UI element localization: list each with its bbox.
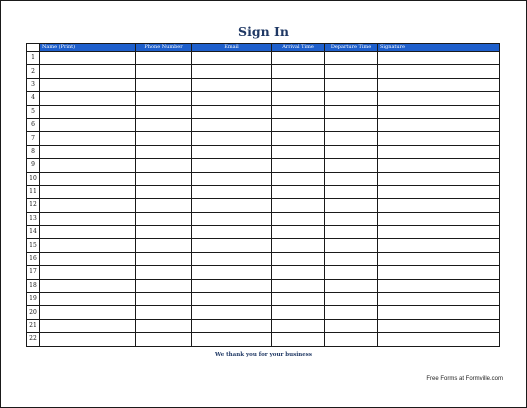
departure-cell[interactable]: [325, 65, 378, 78]
name-cell[interactable]: [40, 279, 136, 292]
email-cell[interactable]: [192, 306, 272, 319]
departure-cell[interactable]: [325, 159, 378, 172]
arrival-cell[interactable]: [272, 306, 325, 319]
arrival-cell[interactable]: [272, 266, 325, 279]
table-row: [27, 132, 500, 145]
phone-cell[interactable]: [136, 239, 192, 252]
table-row: [27, 118, 500, 131]
table-row: [27, 92, 500, 105]
arrival-cell[interactable]: [272, 132, 325, 145]
row-number: 5: [27, 105, 40, 118]
departure-cell[interactable]: [325, 266, 378, 279]
row-number: 1: [27, 52, 40, 65]
departure-cell[interactable]: [325, 239, 378, 252]
email-cell[interactable]: [192, 78, 272, 91]
phone-cell[interactable]: [136, 65, 192, 78]
email-cell[interactable]: [192, 172, 272, 185]
departure-cell[interactable]: [325, 78, 378, 91]
sign-in-table: [26, 43, 500, 347]
email-cell[interactable]: [192, 132, 272, 145]
phone-cell[interactable]: [136, 172, 192, 185]
arrival-cell[interactable]: [272, 199, 325, 212]
arrival-cell[interactable]: [272, 293, 325, 306]
signature-cell[interactable]: [378, 105, 500, 118]
email-cell[interactable]: [192, 266, 272, 279]
name-cell[interactable]: [40, 212, 136, 225]
name-cell[interactable]: [40, 226, 136, 239]
row-number: 17: [27, 266, 40, 279]
name-cell[interactable]: [40, 65, 136, 78]
table-row: [27, 52, 500, 65]
arrival-cell[interactable]: [272, 226, 325, 239]
phone-cell[interactable]: [136, 199, 192, 212]
name-cell[interactable]: [40, 159, 136, 172]
table-row: [27, 252, 500, 265]
name-cell[interactable]: [40, 319, 136, 332]
name-cell[interactable]: [40, 199, 136, 212]
arrival-cell[interactable]: [272, 212, 325, 225]
row-number: 3: [27, 78, 40, 91]
phone-cell[interactable]: [136, 333, 192, 346]
row-number: 21: [27, 319, 40, 332]
departure-cell[interactable]: [325, 52, 378, 65]
signature-cell[interactable]: [378, 132, 500, 145]
signature-cell[interactable]: [378, 199, 500, 212]
email-cell[interactable]: [192, 105, 272, 118]
row-number: 20: [27, 306, 40, 319]
email-cell[interactable]: [192, 226, 272, 239]
table-row: [27, 306, 500, 319]
table-row: [27, 266, 500, 279]
arrival-cell[interactable]: [272, 333, 325, 346]
row-number: 15: [27, 239, 40, 252]
table-row: [27, 239, 500, 252]
name-cell[interactable]: [40, 293, 136, 306]
name-cell[interactable]: [40, 185, 136, 198]
signature-cell[interactable]: [378, 65, 500, 78]
arrival-cell[interactable]: [272, 279, 325, 292]
name-cell[interactable]: [40, 239, 136, 252]
email-cell[interactable]: [192, 252, 272, 265]
signature-cell[interactable]: [378, 306, 500, 319]
signature-cell[interactable]: [378, 212, 500, 225]
departure-cell[interactable]: [325, 172, 378, 185]
row-number: 19: [27, 293, 40, 306]
row-number: 12: [27, 199, 40, 212]
table-row: [27, 226, 500, 239]
signature-cell[interactable]: [378, 266, 500, 279]
email-cell[interactable]: [192, 239, 272, 252]
row-number: 8: [27, 145, 40, 158]
table-row: [27, 78, 500, 91]
email-cell[interactable]: [192, 333, 272, 346]
name-cell[interactable]: [40, 333, 136, 346]
row-number: 13: [27, 212, 40, 225]
phone-cell[interactable]: [136, 52, 192, 65]
email-cell[interactable]: [192, 185, 272, 198]
row-number: 6: [27, 118, 40, 131]
departure-cell[interactable]: [325, 199, 378, 212]
thank-you-note: We thank you for your business: [215, 352, 312, 358]
table-row: [27, 145, 500, 158]
name-cell[interactable]: [40, 145, 136, 158]
arrival-cell[interactable]: [272, 92, 325, 105]
name-cell[interactable]: [40, 118, 136, 131]
signature-cell[interactable]: [378, 52, 500, 65]
departure-cell[interactable]: [325, 306, 378, 319]
table-row: [27, 212, 500, 225]
signature-cell[interactable]: [378, 333, 500, 346]
departure-cell[interactable]: [325, 252, 378, 265]
arrival-cell[interactable]: [272, 172, 325, 185]
row-number: 11: [27, 185, 40, 198]
name-cell[interactable]: [40, 306, 136, 319]
name-cell[interactable]: [40, 105, 136, 118]
arrival-cell[interactable]: [272, 118, 325, 131]
table-row: [27, 293, 500, 306]
column-header-email: Email: [192, 44, 272, 52]
row-number: 14: [27, 226, 40, 239]
signature-cell[interactable]: [378, 252, 500, 265]
arrival-cell[interactable]: [272, 239, 325, 252]
signature-cell[interactable]: [378, 185, 500, 198]
table-row: [27, 185, 500, 198]
name-cell[interactable]: [40, 132, 136, 145]
phone-cell[interactable]: [136, 159, 192, 172]
phone-cell[interactable]: [136, 92, 192, 105]
phone-cell[interactable]: [136, 306, 192, 319]
departure-cell[interactable]: [325, 145, 378, 158]
table-row: [27, 159, 500, 172]
email-cell[interactable]: [192, 159, 272, 172]
row-number: 18: [27, 279, 40, 292]
signature-cell[interactable]: [378, 293, 500, 306]
phone-cell[interactable]: [136, 212, 192, 225]
departure-cell[interactable]: [325, 279, 378, 292]
email-cell[interactable]: [192, 145, 272, 158]
email-cell[interactable]: [192, 118, 272, 131]
signature-cell[interactable]: [378, 172, 500, 185]
table-row: [27, 333, 500, 346]
table-row: [27, 199, 500, 212]
email-cell[interactable]: [192, 65, 272, 78]
email-cell[interactable]: [192, 199, 272, 212]
departure-cell[interactable]: [325, 132, 378, 145]
name-cell[interactable]: [40, 92, 136, 105]
departure-cell[interactable]: [325, 226, 378, 239]
phone-cell[interactable]: [136, 78, 192, 91]
header-row: [27, 44, 500, 52]
signature-cell[interactable]: [378, 319, 500, 332]
signature-cell[interactable]: [378, 78, 500, 91]
column-header-name: Name (Print): [40, 44, 136, 52]
email-cell[interactable]: [192, 279, 272, 292]
email-cell[interactable]: [192, 212, 272, 225]
column-header-signature: Signature: [378, 44, 500, 52]
name-cell[interactable]: [40, 252, 136, 265]
departure-cell[interactable]: [325, 293, 378, 306]
phone-cell[interactable]: [136, 132, 192, 145]
row-number: 2: [27, 65, 40, 78]
phone-cell[interactable]: [136, 293, 192, 306]
departure-cell[interactable]: [325, 185, 378, 198]
column-header-phone: Phone Number: [136, 44, 192, 52]
phone-cell[interactable]: [136, 185, 192, 198]
departure-cell[interactable]: [325, 333, 378, 346]
departure-cell[interactable]: [325, 212, 378, 225]
row-number: 10: [27, 172, 40, 185]
phone-cell[interactable]: [136, 319, 192, 332]
row-number: 22: [27, 333, 40, 346]
phone-cell[interactable]: [136, 145, 192, 158]
phone-cell[interactable]: [136, 266, 192, 279]
row-number-header: [27, 44, 40, 52]
arrival-cell[interactable]: [272, 78, 325, 91]
departure-cell[interactable]: [325, 92, 378, 105]
signature-cell[interactable]: [378, 145, 500, 158]
row-number: 9: [27, 159, 40, 172]
phone-cell[interactable]: [136, 226, 192, 239]
phone-cell[interactable]: [136, 252, 192, 265]
table-row: [27, 279, 500, 292]
arrival-cell[interactable]: [272, 52, 325, 65]
table-row: [27, 65, 500, 78]
row-number: 7: [27, 132, 40, 145]
phone-cell[interactable]: [136, 105, 192, 118]
signature-cell[interactable]: [378, 279, 500, 292]
table-row: [27, 172, 500, 185]
phone-cell[interactable]: [136, 279, 192, 292]
page-title: Sign In: [238, 24, 289, 39]
arrival-cell[interactable]: [272, 252, 325, 265]
email-cell[interactable]: [192, 319, 272, 332]
phone-cell[interactable]: [136, 118, 192, 131]
email-cell[interactable]: [192, 92, 272, 105]
signature-cell[interactable]: [378, 239, 500, 252]
footer-credit: Free Forms at Formville.com: [426, 376, 503, 382]
arrival-cell[interactable]: [272, 159, 325, 172]
signature-cell[interactable]: [378, 92, 500, 105]
table-row: [27, 319, 500, 332]
arrival-cell[interactable]: [272, 319, 325, 332]
departure-cell[interactable]: [325, 105, 378, 118]
signature-cell[interactable]: [378, 226, 500, 239]
column-header-arrival: Arrival Time: [272, 44, 325, 52]
departure-cell[interactable]: [325, 118, 378, 131]
row-number: 4: [27, 92, 40, 105]
row-number: 16: [27, 252, 40, 265]
arrival-cell[interactable]: [272, 105, 325, 118]
name-cell[interactable]: [40, 266, 136, 279]
arrival-cell[interactable]: [272, 65, 325, 78]
signature-cell[interactable]: [378, 118, 500, 131]
arrival-cell[interactable]: [272, 185, 325, 198]
departure-cell[interactable]: [325, 319, 378, 332]
name-cell[interactable]: [40, 172, 136, 185]
table-row: [27, 105, 500, 118]
signature-cell[interactable]: [378, 159, 500, 172]
arrival-cell[interactable]: [272, 145, 325, 158]
email-cell[interactable]: [192, 52, 272, 65]
name-cell[interactable]: [40, 78, 136, 91]
column-header-departure: Departure Time: [325, 44, 378, 52]
sign-in-rows: [27, 52, 500, 347]
name-cell[interactable]: [40, 52, 136, 65]
email-cell[interactable]: [192, 293, 272, 306]
